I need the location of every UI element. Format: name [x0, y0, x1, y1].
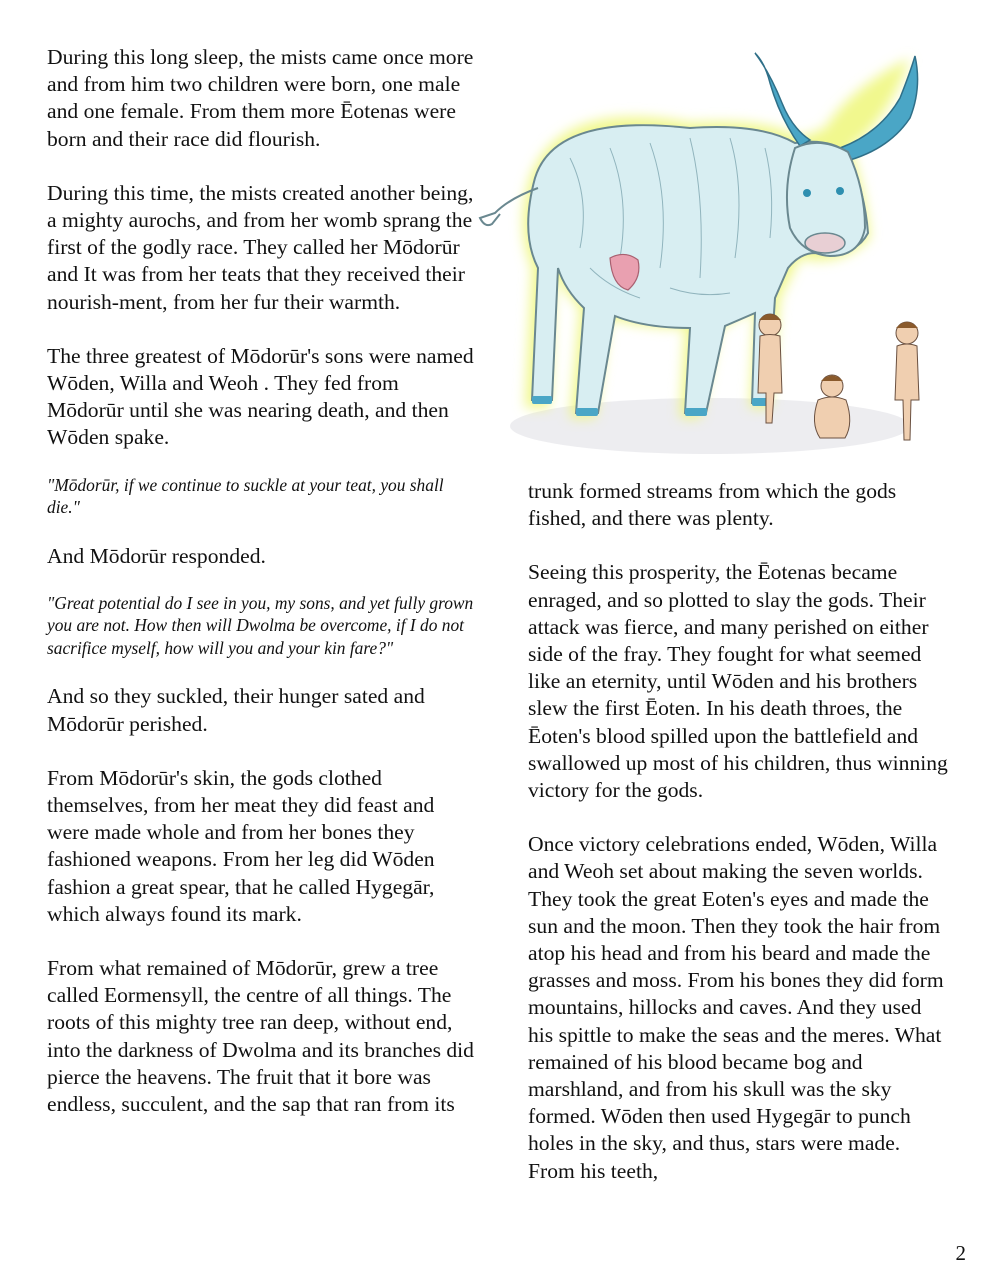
- quote: "Mōdorūr, if we continue to suckle at your teat, you shall die.": [47, 474, 444, 518]
- ground-shadow: [510, 398, 910, 454]
- paragraph: And so they suckled, their hunger sated and Mōdorūr perished.: [47, 684, 425, 736]
- child-figure: [814, 375, 849, 438]
- paragraph: trunk formed streams from which the gods fished, and there was plenty.: [528, 479, 897, 531]
- page-number: 2: [955, 1241, 966, 1265]
- paragraph: During this long sleep, the mists came once more and from him two children were born, one male and one female. From them more Ēotenas were born and their race did flourish.: [47, 45, 474, 151]
- paragraph: The three greatest of Mōdorūr's sons were named Wōden, Willa and Weoh . They fed from Mōdorūr until she was nearing death, and then Wōden spake.: [47, 343, 474, 450]
- eye-icon: [836, 187, 844, 195]
- paragraph: From what remained of Mōdorūr, grew a tree called Eormensyll, the centre of all things. The roots of this mighty tree ran deep, without end, into the darkness of Dwolma and its branches did pierce the heavens. The fruit that it bore was endless, succulent, and the sap that ran from its: [47, 955, 474, 1116]
- aurochs-illustration: [470, 28, 975, 483]
- aurochs-muzzle: [805, 233, 845, 253]
- paragraph: Once victory celebrations ended, Wōden, Willa and Weoh set about making the seven worlds. They took the great Eoten's eyes and made the sun and the moon. Then they took the hair from atop his head and from his beard and made the grasses and moss. From his bones they did form mountains, hillocks and caves. And they used his spittle to make the seas and the meres. What remained of his blood became bog and marshland, and from his skull was the sky formed. Wōden then used Hygegār to punch holes in the sky, and thus, stars were made. From his teeth,: [528, 832, 944, 1183]
- paragraph: And Mōdorūr responded.: [47, 543, 266, 568]
- left-column: [47, 44, 477, 1118]
- paragraph: Seeing this prosperity, the Ēotenas became enraged, and so plotted to slay the gods. Their attack was fierce, and many perished on either side of the fray. They fought for what seemed like an eternity, until Wōden and his brothers slew the first Ēoten. In his death throes, the Ēoten's blood spilled upon the battlefield and swallowed up most of his children, thus winning victory for the gods.: [528, 560, 948, 803]
- paragraph: From Mōdorūr's skin, the gods clothed themselves, from her meat they did feast and were made whole and from her bones they fashioned weapons. From her leg did Wōden fashion a great spear, that he called Hygegār, which always found its mark.: [47, 765, 435, 926]
- quote: "Great potential do I see in you, my sons, and yet fully grown you are not. How then will Dwolma be overcome, if I do not sacrifice myself, how will you and your kin fare?": [47, 592, 474, 658]
- right-column: [528, 478, 948, 1185]
- eye-icon: [803, 189, 811, 197]
- paragraph: During this time, the mists created another being, a mighty aurochs, and from her womb sprang the first of the godly race. They called her Mōdorūr and It was from her teats that they received their nourish-ment, from her fur their warmth.: [47, 180, 474, 314]
